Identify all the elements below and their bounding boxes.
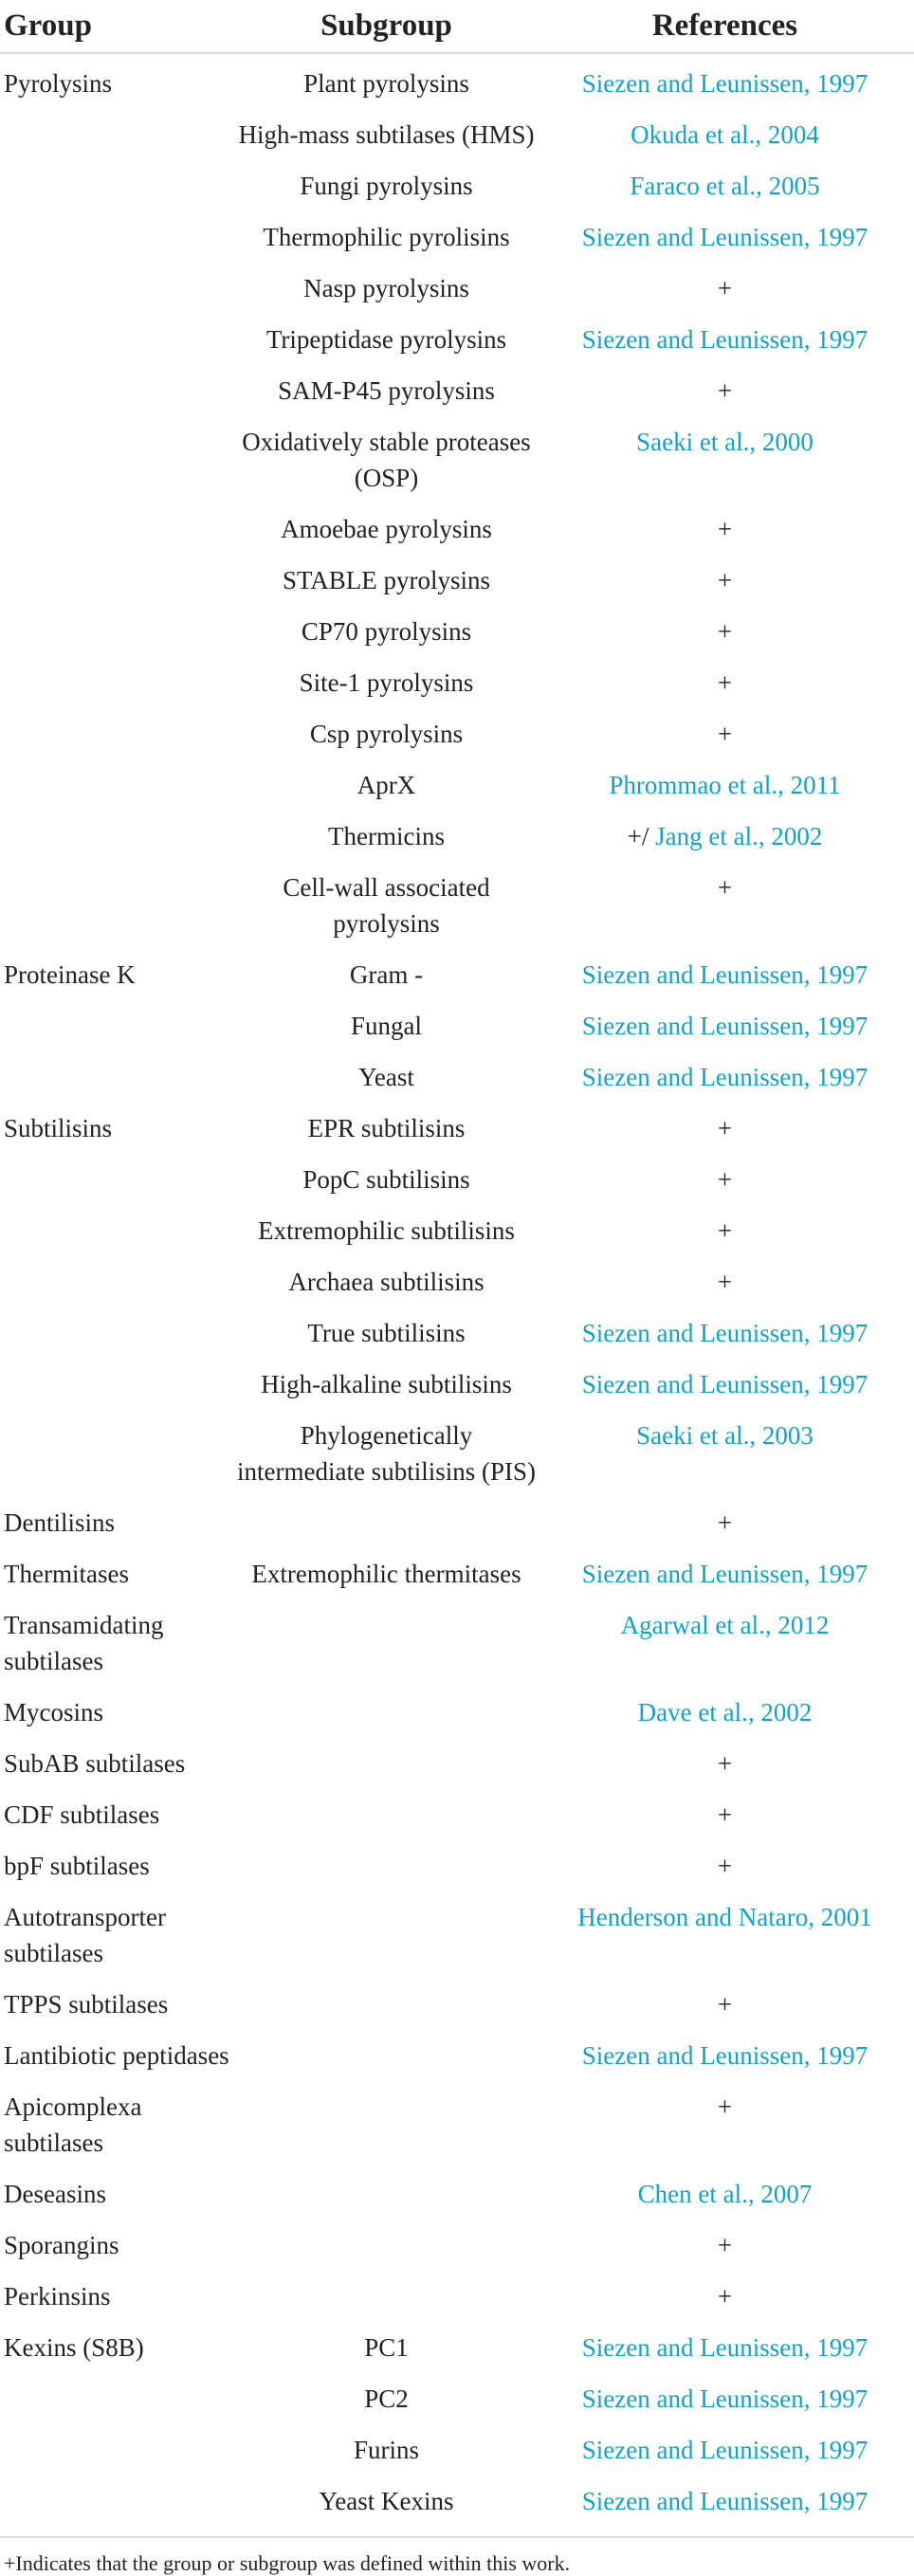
reference-link[interactable]: Siezen and Leunissen, 1997 [581,2487,868,2515]
reference-link[interactable]: Okuda et al., 2004 [631,120,819,149]
subgroup-cell: Extremophilic subtilisins [258,1216,515,1245]
table-row [0,1789,914,1840]
reference-cell [536,708,914,759]
reference-cell [536,2030,914,2081]
table-row [0,2373,914,2424]
table-row [0,2424,914,2476]
subgroup-cell [237,2168,536,2220]
footnote: +Indicates that the group or subgroup was defined within this work. [4,2551,571,2575]
reference-cell [536,1410,914,1497]
table-row [0,2220,914,2271]
group-cell [0,211,237,263]
group-cell [0,606,237,657]
reference-link[interactable]: Jang et al., 2002 [655,822,823,850]
reference-link[interactable]: Faraco et al., 2005 [630,172,820,200]
group-cell [0,811,237,862]
reference-cell [536,555,914,606]
table-row [0,1687,914,1738]
table-row [0,606,914,657]
group-cell: Sporangins [4,2231,119,2259]
reference-cell [536,2373,914,2424]
table-row [0,555,914,606]
table-row [0,1051,914,1103]
table-row [0,1979,914,2030]
subgroup-cell [237,1891,536,1979]
defined-here-marker: + [717,2231,733,2259]
table-row [0,949,914,1000]
table-row [0,503,914,555]
defined-here-marker: + [717,1268,733,1296]
subgroup-cell: Site-1 pyrolysins [299,668,474,697]
subgroup-cell [237,1979,536,2030]
reference-cell [536,2271,914,2322]
group-cell [0,416,237,503]
table-row [0,2476,914,2527]
reference-cell [536,2081,914,2168]
subgroup-cell [237,2271,536,2322]
group-cell [0,1051,237,1103]
reference-cell [536,2220,914,2271]
table-row [0,160,914,211]
reference-link[interactable]: Phrommao et al., 2011 [609,771,841,799]
group-cell [0,2424,237,2476]
reference-link[interactable]: Siezen and Leunissen, 1997 [581,1560,868,1588]
table-row [0,1154,914,1205]
subgroup-cell [237,1789,536,1840]
reference-link[interactable]: Siezen and Leunissen, 1997 [581,1370,868,1398]
table-row [0,1410,914,1497]
subgroup-cell: Csp pyrolysins [309,720,464,748]
reference-link[interactable]: Siezen and Leunissen, 1997 [581,2333,868,2362]
reference-link[interactable]: Henderson and Nataro, 2001 [577,1903,872,1931]
group-cell [0,708,237,759]
subgroup-cell: Fungi pyrolysins [300,172,473,200]
subgroup-cell: Archaea subtilisins [288,1268,484,1296]
group-cell [0,365,237,416]
group-cell [0,160,237,211]
reference-cell [536,1497,914,1548]
header-references: References [536,0,914,53]
reference-cell [536,1548,914,1599]
subgroup-cell: AprX [356,771,416,799]
reference-cell [536,811,914,862]
reference-cell [536,657,914,708]
table-row [0,708,914,759]
reference-cell [536,1687,914,1738]
subgroup-cell: Fungal [350,1012,422,1040]
group-cell: Perkinsins [4,2282,111,2311]
reference-cell [536,1307,914,1359]
reference-cell [536,1051,914,1103]
table-row [0,862,914,949]
table-row [0,1307,914,1359]
reference-cell [536,1359,914,1410]
table-row [0,1599,914,1687]
subgroup-cell: High-alkaline subtilisins [261,1370,512,1398]
reference-cell [536,1256,914,1307]
reference-cell [536,1789,914,1840]
group-cell [0,263,237,314]
group-cell: Mycosins [4,1698,104,1726]
reference-cell [536,1103,914,1154]
table-row [0,2030,914,2081]
reference-cell [536,1979,914,2030]
table-row [0,1548,914,1599]
group-cell: CDF subtilases [4,1800,160,1829]
group-cell: TPPS subtilases [4,1990,169,2019]
group-cell: SubAB subtilases [4,1749,186,1778]
reference-link[interactable]: Siezen and Leunissen, 1997 [581,2436,868,2464]
defined-here-marker: + [717,720,733,748]
table-row [0,314,914,365]
table-row [0,416,914,503]
subgroup-cell: Extremophilic thermitases [251,1560,521,1588]
table-row [0,1103,914,1154]
group-cell [0,1307,237,1359]
header-subgroup: Subgroup [237,0,536,53]
defined-here-marker: + [717,1114,733,1142]
subgroup-cell: PopC subtilisins [302,1165,470,1194]
reference-cell [536,949,914,1000]
group-cell: Kexins (S8B) [4,2333,144,2362]
table-row [0,1497,914,1548]
subgroup-cell [237,2220,536,2271]
reference-link[interactable]: Siezen and Leunissen, 1997 [581,1012,868,1040]
subgroup-cell [237,1738,536,1789]
group-cell: Autotransporter subtilases [4,1903,166,1967]
table-row [0,109,914,160]
defined-here-marker: +/ [627,822,656,850]
table-row [0,657,914,708]
group-cell [0,2373,237,2424]
subgroup-cell: Plant pyrolysins [303,69,469,98]
defined-here-marker: + [717,2282,733,2311]
defined-here-marker: + [717,1165,733,1194]
table-row [0,2168,914,2220]
table-row [0,759,914,811]
group-cell: Lantibiotic peptidases [4,2041,229,2070]
reference-cell [536,365,914,416]
reference-link[interactable]: Siezen and Leunissen, 1997 [581,2041,868,2070]
subgroup-cell: Cell-wall associated pyrolysins [283,873,490,938]
group-cell [0,1154,237,1205]
reference-cell [536,416,914,503]
reference-cell [536,53,914,109]
reference-cell [536,1000,914,1051]
group-cell [0,1359,237,1410]
reference-link[interactable]: Siezen and Leunissen, 1997 [581,1319,868,1347]
subgroup-cell: Gram - [349,960,424,989]
table-row [0,1891,914,1979]
subgroup-cell [237,1599,536,1687]
group-cell [0,1256,237,1307]
defined-here-marker: + [717,566,733,594]
subgroup-cell: PC2 [364,2384,409,2413]
table-row [0,811,914,862]
defined-here-marker: + [717,1990,733,2019]
group-cell: Proteinase K [4,960,136,989]
reference-link[interactable]: Saeki et al., 2003 [636,1421,813,1450]
reference-cell [536,1738,914,1789]
group-cell [0,1205,237,1256]
subgroup-cell: Nasp pyrolysins [303,274,469,302]
subgroup-cell: True subtilisins [307,1319,466,1347]
group-cell [0,862,237,949]
subgroup-cell [237,1687,536,1738]
defined-here-marker: + [717,274,733,302]
group-cell: bpF subtilases [4,1852,150,1880]
defined-here-marker: + [717,1749,733,1778]
table-row [0,2081,914,2168]
group-cell [0,503,237,555]
defined-here-marker: + [717,668,733,697]
reference-cell [536,759,914,811]
reference-cell [536,862,914,949]
subgroup-cell: Oxidatively stable proteases (OSP) [242,428,531,492]
subgroup-cell: Yeast Kexins [319,2487,454,2515]
subgroup-cell: High-mass subtilases (HMS) [238,120,535,149]
reference-cell [536,1891,914,1979]
subgroup-cell: STABLE pyrolysins [282,566,491,594]
reference-link[interactable]: Siezen and Leunissen, 1997 [581,960,868,989]
subgroup-cell: Thermicins [328,822,445,850]
table-row [0,2322,914,2373]
defined-here-marker: + [717,515,733,543]
group-cell [0,1410,237,1497]
reference-cell [536,606,914,657]
defined-here-marker: + [717,376,733,405]
reference-cell [536,1205,914,1256]
subgroup-cell: Tripeptidase pyrolysins [265,325,507,354]
reference-link[interactable]: Siezen and Leunissen, 1997 [581,325,868,354]
subgroup-cell [237,2081,536,2168]
reference-cell [536,1840,914,1891]
defined-here-marker: + [717,1800,733,1829]
table-row [0,1205,914,1256]
subgroup-cell: Yeast [358,1063,414,1091]
header-row [0,0,914,53]
reference-cell [536,109,914,160]
reference-link[interactable]: Siezen and Leunissen, 1997 [581,223,868,251]
reference-cell [536,2424,914,2476]
table-row [0,263,914,314]
reference-cell [536,263,914,314]
subgroup-cell: PC1 [364,2333,409,2362]
defined-here-marker: + [717,617,733,646]
group-cell [0,2476,237,2527]
table-row [0,1738,914,1789]
table-row [0,1000,914,1051]
table-row [0,2271,914,2322]
group-cell: Dentilisins [4,1508,116,1537]
subgroup-cell: Phylogenetically intermediate subtilisins (PIS) [237,1421,536,1486]
defined-here-marker: + [717,1852,733,1880]
reference-link[interactable]: Dave et al., 2002 [637,1698,813,1726]
subgroup-cell: Furins [353,2436,420,2464]
group-cell [0,759,237,811]
reference-cell [536,211,914,263]
reference-cell [536,314,914,365]
table-row [0,1840,914,1891]
group-cell [0,657,237,708]
table-row [0,365,914,416]
reference-cell [536,2322,914,2373]
reference-link[interactable]: Saeki et al., 2000 [636,428,813,456]
reference-cell [536,160,914,211]
defined-here-marker: + [717,1216,733,1245]
reference-cell [536,1599,914,1687]
reference-link[interactable]: Siezen and Leunissen, 1997 [581,69,868,98]
table-row [0,1359,914,1410]
subgroup-cell: CP70 pyrolysins [301,617,472,646]
defined-here-marker: + [717,1508,733,1537]
subgroup-cell: Amoebae pyrolysins [281,515,492,543]
subgroup-cell [237,1840,536,1891]
reference-cell [536,2168,914,2220]
defined-here-marker: + [717,2092,733,2121]
group-cell: Deseasins [4,2180,106,2208]
reference-cell [536,2476,914,2527]
subgroup-cell: SAM-P45 pyrolysins [278,376,495,405]
reference-link[interactable]: Siezen and Leunissen, 1997 [581,2384,868,2413]
subgroup-cell [237,2030,536,2081]
subgroup-cell: EPR subtilisins [307,1114,466,1142]
table-body [0,53,914,2527]
group-cell: Apicomplexa subtilases [4,2092,142,2157]
group-cell: Pyrolysins [4,69,113,98]
reference-cell [536,503,914,555]
table-row [0,211,914,263]
reference-cell [536,1154,914,1205]
group-cell [0,1000,237,1051]
reference-link[interactable]: Agarwal et al., 2012 [620,1611,830,1639]
group-cell [0,109,237,160]
group-cell: Subtilisins [4,1114,113,1142]
reference-link[interactable]: Siezen and Leunissen, 1997 [581,1063,868,1091]
defined-here-marker: + [717,873,733,902]
group-cell: Thermitases [4,1560,129,1588]
subgroup-cell [237,1497,536,1548]
group-cell [0,555,237,606]
table-row [0,1256,914,1307]
header-group: Group [0,0,237,53]
table-row [0,53,914,109]
group-cell: Transamidating subtilases [4,1611,164,1675]
group-cell [0,314,237,365]
subgroup-cell: Thermophilic pyrolisins [263,223,510,251]
reference-link[interactable]: Chen et al., 2007 [637,2180,813,2208]
